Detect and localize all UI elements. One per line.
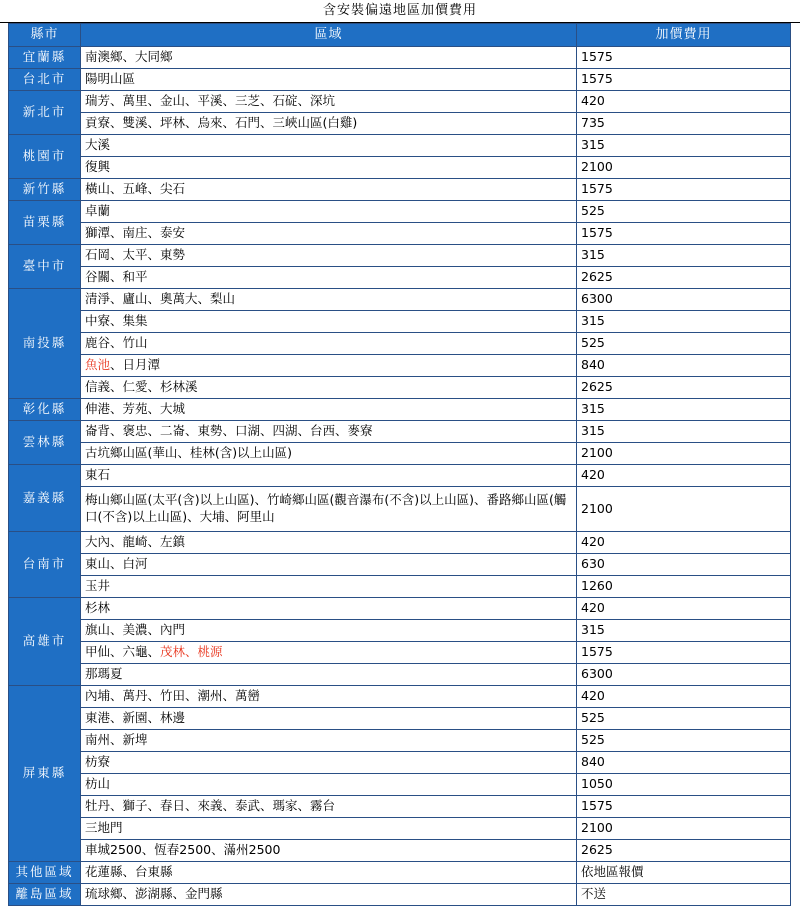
county-cell: 南投縣	[9, 289, 81, 399]
fee-cell: 1575	[577, 796, 791, 818]
county-cell: 苗栗縣	[9, 201, 81, 245]
county-cell: 嘉義縣	[9, 465, 81, 532]
table-row	[9, 267, 791, 289]
table-row	[9, 201, 791, 223]
page-title: 含安裝偏遠地區加價費用	[0, 0, 800, 23]
fee-cell: 1575	[577, 47, 791, 69]
area-cell: 東石	[81, 465, 577, 487]
area-cell: 伸港、芳苑、大城	[81, 399, 577, 421]
fee-cell: 315	[577, 620, 791, 642]
fee-cell: 420	[577, 465, 791, 487]
county-cell: 屏東縣	[9, 686, 81, 862]
table-row	[9, 752, 791, 774]
table-row	[9, 686, 791, 708]
table-row	[9, 91, 791, 113]
fee-cell: 2625	[577, 377, 791, 399]
county-cell: 新北市	[9, 91, 81, 135]
area-cell: 東港、新園、林邊	[81, 708, 577, 730]
table-row	[9, 532, 791, 554]
area-cell: 瑞芳、萬里、金山、平溪、三芝、石碇、深坑	[81, 91, 577, 113]
area-cell: 花蓮縣、台東縣	[81, 862, 577, 884]
county-cell: 宜蘭縣	[9, 47, 81, 69]
area-cell: 谷關、和平	[81, 267, 577, 289]
table-row	[9, 487, 791, 532]
column-header-county: 縣市	[9, 24, 81, 47]
table-row	[9, 554, 791, 576]
table-row	[9, 642, 791, 664]
area-cell: 牡丹、獅子、春日、來義、泰武、瑪家、霧台	[81, 796, 577, 818]
area-cell: 大內、龍崎、左鎮	[81, 532, 577, 554]
area-cell: 東山、白河	[81, 554, 577, 576]
fee-cell: 525	[577, 333, 791, 355]
fee-cell: 2100	[577, 157, 791, 179]
fee-cell: 315	[577, 421, 791, 443]
table-row	[9, 796, 791, 818]
table-row	[9, 333, 791, 355]
table-row	[9, 135, 791, 157]
table-row	[9, 598, 791, 620]
fee-cell: 1575	[577, 223, 791, 245]
area-cell: 橫山、五峰、尖石	[81, 179, 577, 201]
table-row	[9, 620, 791, 642]
fee-cell: 315	[577, 135, 791, 157]
area-cell: 中寮、集集	[81, 311, 577, 333]
remote-area-fee-table	[8, 23, 791, 906]
fee-cell: 2625	[577, 267, 791, 289]
county-cell: 雲林縣	[9, 421, 81, 465]
table-header-row	[9, 24, 791, 47]
table-row	[9, 311, 791, 333]
fee-cell: 315	[577, 311, 791, 333]
county-cell: 新竹縣	[9, 179, 81, 201]
area-cell: 崙背、褒忠、二崙、東勢、口湖、四湖、台西、麥寮	[81, 421, 577, 443]
fee-cell: 2100	[577, 487, 791, 532]
table-row	[9, 884, 791, 906]
fee-cell: 420	[577, 91, 791, 113]
table-row	[9, 708, 791, 730]
fee-cell: 不送	[577, 884, 791, 906]
table-row	[9, 818, 791, 840]
fee-cell: 420	[577, 686, 791, 708]
area-cell: 甲仙、六龜、茂林、桃源	[81, 642, 577, 664]
table-row	[9, 157, 791, 179]
area-cell: 那瑪夏	[81, 664, 577, 686]
area-cell: 杉林	[81, 598, 577, 620]
area-cell: 車城2500、恆春2500、滿州2500	[81, 840, 577, 862]
fee-cell: 525	[577, 730, 791, 752]
table-row	[9, 421, 791, 443]
table-row	[9, 774, 791, 796]
fee-cell: 依地區報價	[577, 862, 791, 884]
area-cell: 南州、新埤	[81, 730, 577, 752]
county-cell: 其他區域	[9, 862, 81, 884]
fee-cell: 315	[577, 399, 791, 421]
area-cell: 魚池、日月潭	[81, 355, 577, 377]
fee-cell: 2100	[577, 818, 791, 840]
fee-cell: 1575	[577, 179, 791, 201]
table-row	[9, 47, 791, 69]
county-cell: 離島區域	[9, 884, 81, 906]
area-cell: 陽明山區	[81, 69, 577, 91]
fee-cell: 840	[577, 752, 791, 774]
table-row	[9, 69, 791, 91]
area-cell: 南澳鄉、大同鄉	[81, 47, 577, 69]
area-cell: 旗山、美濃、內門	[81, 620, 577, 642]
county-cell: 桃園市	[9, 135, 81, 179]
table-row	[9, 664, 791, 686]
table-row	[9, 113, 791, 135]
table-row	[9, 289, 791, 311]
area-cell: 獅潭、南庄、泰安	[81, 223, 577, 245]
fee-cell: 840	[577, 355, 791, 377]
fee-cell: 420	[577, 532, 791, 554]
county-cell: 彰化縣	[9, 399, 81, 421]
highlighted-area-text: 茂林、桃源	[160, 644, 223, 660]
table-row	[9, 576, 791, 598]
table-row	[9, 399, 791, 421]
area-cell: 清淨、廬山、奧萬大、梨山	[81, 289, 577, 311]
fee-cell: 1575	[577, 642, 791, 664]
area-cell: 信義、仁愛、杉林溪	[81, 377, 577, 399]
county-cell: 高雄市	[9, 598, 81, 686]
area-cell: 復興	[81, 157, 577, 179]
fee-cell: 1260	[577, 576, 791, 598]
area-cell: 石岡、太平、東勢	[81, 245, 577, 267]
area-cell: 鹿谷、竹山	[81, 333, 577, 355]
fee-cell: 525	[577, 201, 791, 223]
area-cell: 三地門	[81, 818, 577, 840]
fee-cell: 420	[577, 598, 791, 620]
fee-cell: 1575	[577, 69, 791, 91]
area-cell: 琉球鄉、澎湖縣、金門縣	[81, 884, 577, 906]
area-cell: 枋山	[81, 774, 577, 796]
highlighted-area-text: 魚池	[85, 357, 111, 373]
table-row	[9, 355, 791, 377]
fee-cell: 6300	[577, 664, 791, 686]
fee-cell: 6300	[577, 289, 791, 311]
area-cell: 大溪	[81, 135, 577, 157]
table-row	[9, 443, 791, 465]
area-cell: 玉井	[81, 576, 577, 598]
county-cell: 台南市	[9, 532, 81, 598]
column-header-fee: 加價費用	[577, 24, 791, 47]
county-cell: 臺中市	[9, 245, 81, 289]
area-cell: 內埔、萬丹、竹田、潮州、萬巒	[81, 686, 577, 708]
table-body	[9, 47, 791, 906]
area-cell: 枋寮	[81, 752, 577, 774]
area-cell: 梅山鄉山區(太平(含)以上山區)、竹崎鄉山區(觀音瀑布(不含)以上山區)、番路鄉山區(觸口(不含)以上山區)、大埔、阿里山	[81, 487, 577, 532]
column-header-area: 區域	[81, 24, 577, 47]
table-row	[9, 245, 791, 267]
table-row	[9, 730, 791, 752]
table-row	[9, 223, 791, 245]
fee-cell: 315	[577, 245, 791, 267]
fee-cell: 630	[577, 554, 791, 576]
area-cell: 古坑鄉山區(華山、桂林(含)以上山區)	[81, 443, 577, 465]
table-row	[9, 465, 791, 487]
fee-cell: 525	[577, 708, 791, 730]
table-row	[9, 840, 791, 862]
table-row	[9, 377, 791, 399]
fee-cell: 2625	[577, 840, 791, 862]
table-row	[9, 862, 791, 884]
fee-cell: 2100	[577, 443, 791, 465]
county-cell: 台北市	[9, 69, 81, 91]
area-cell: 卓蘭	[81, 201, 577, 223]
table-row	[9, 179, 791, 201]
area-cell: 貢寮、雙溪、坪林、烏來、石門、三峽山區(白雞)	[81, 113, 577, 135]
fee-cell: 735	[577, 113, 791, 135]
fee-cell: 1050	[577, 774, 791, 796]
